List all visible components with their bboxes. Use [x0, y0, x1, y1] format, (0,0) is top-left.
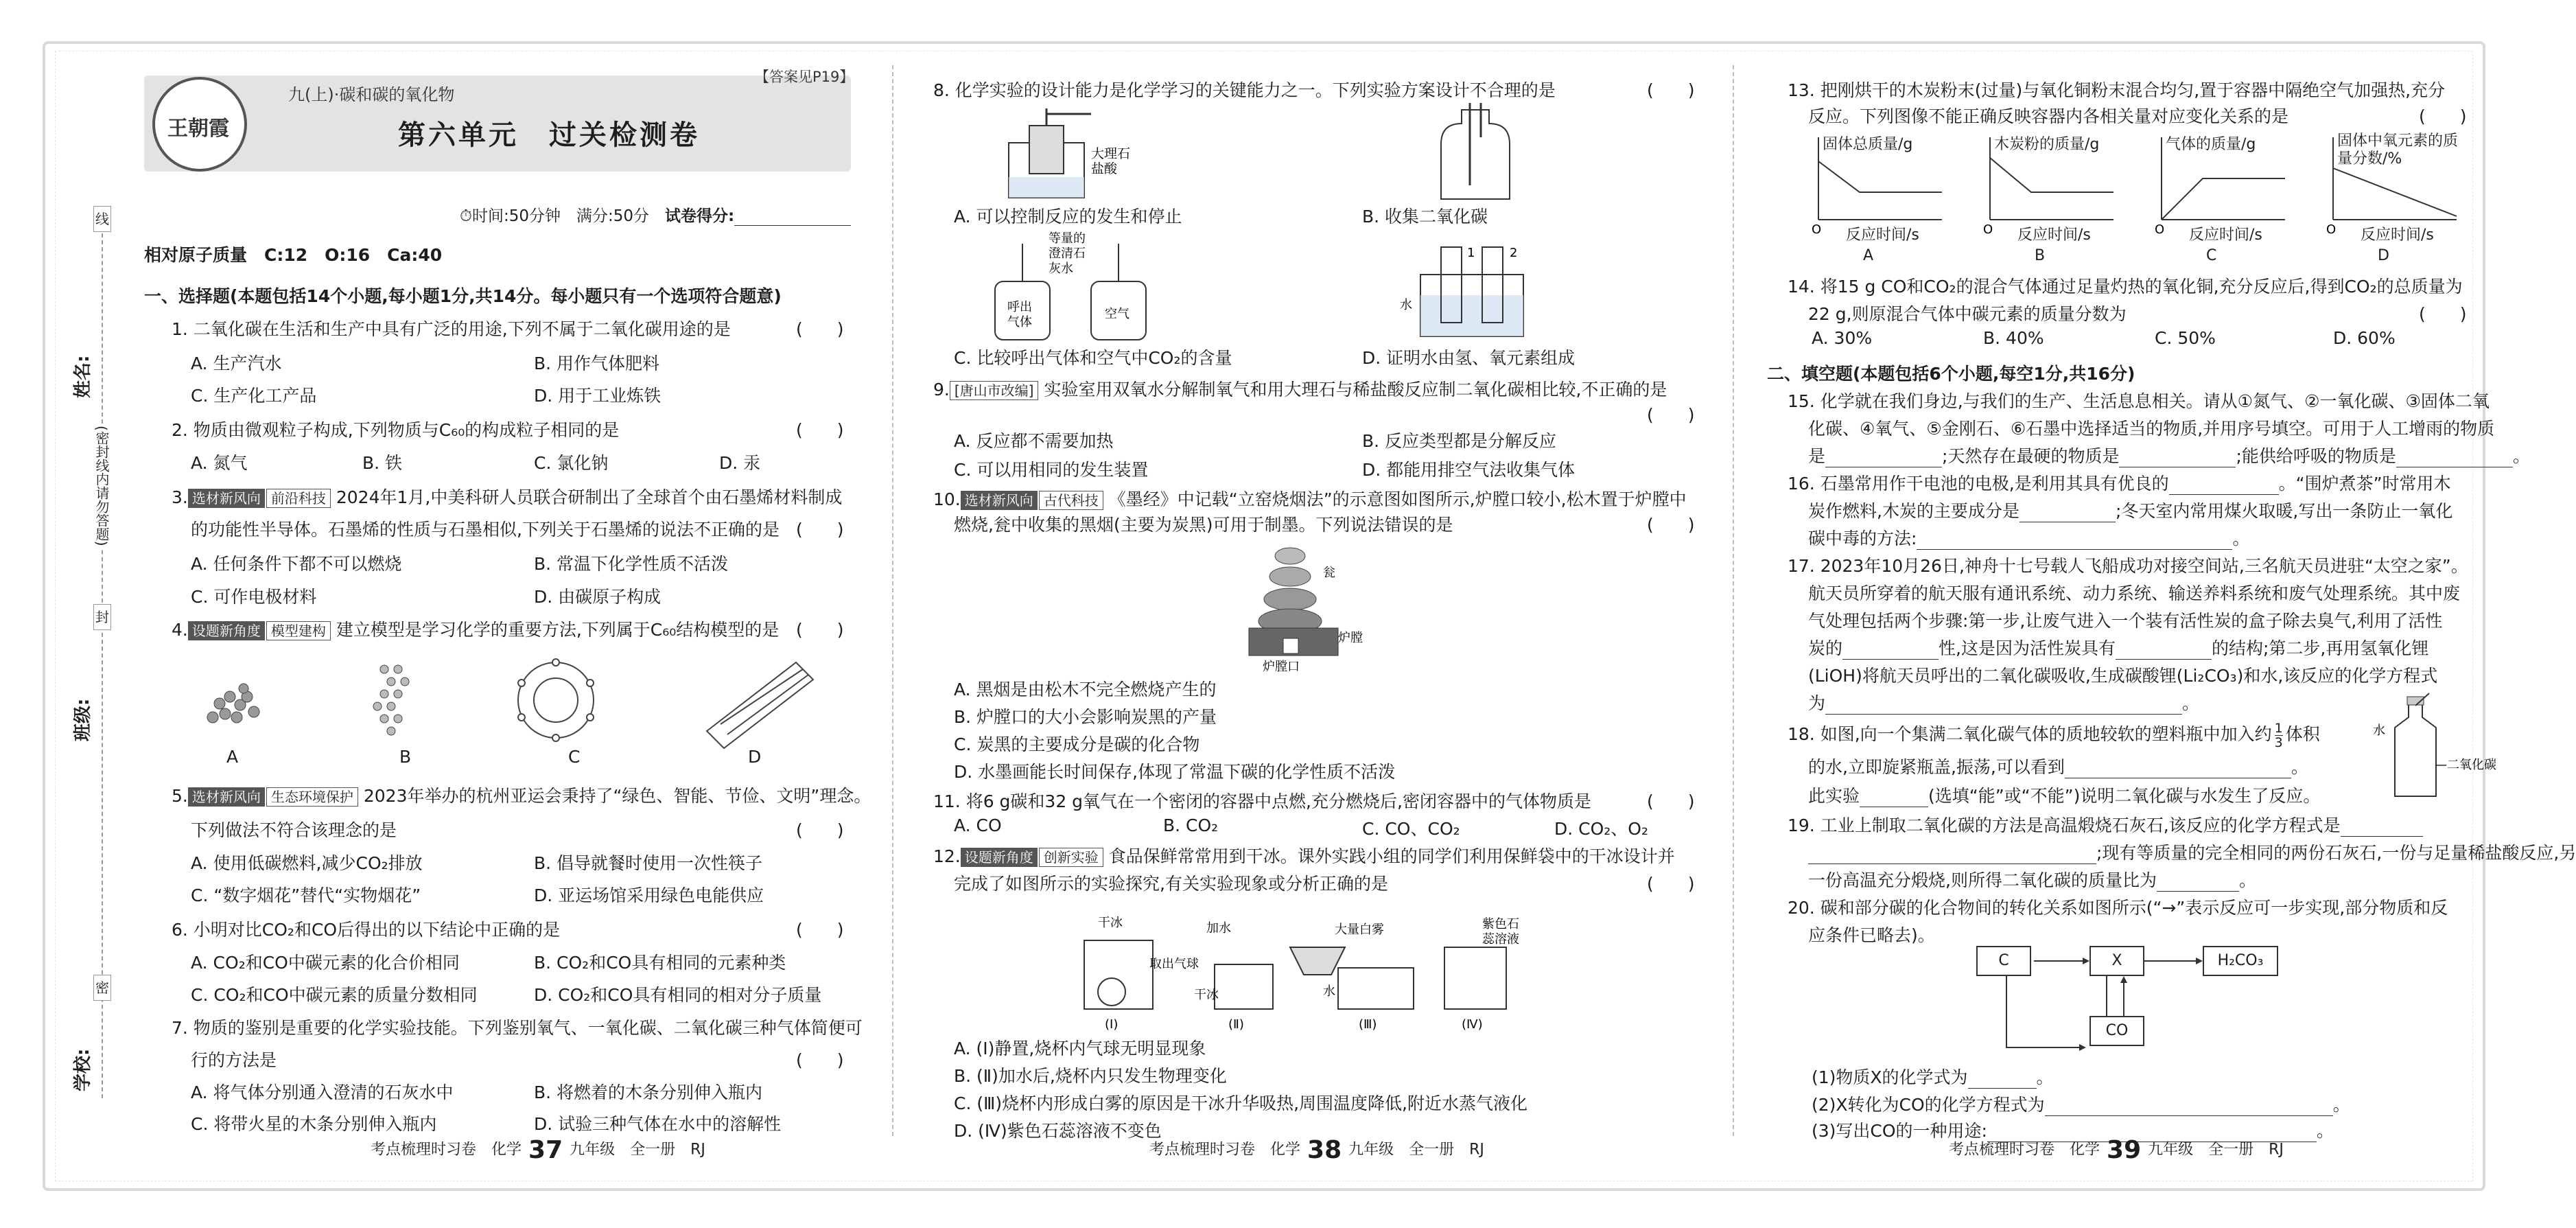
q6-option-d: D. CO₂和CO具有相同的相对分子质量	[534, 985, 822, 1005]
logo-text: 王朝霞	[167, 117, 229, 141]
q16-text: 碳中毒的方法:	[1808, 529, 1917, 548]
score-field[interactable]	[734, 211, 851, 226]
q16-line1	[1788, 470, 2451, 495]
q15-blank-2[interactable]	[2119, 450, 2236, 467]
q17-line3: 气处理包括两个步骤:第一步,让废气进入一个装有活性炭的盒子除去臭气,利用了活性	[1808, 611, 2443, 631]
q10-kiln-figure	[1235, 539, 1372, 673]
q1-option-a: A. 生产汽水	[191, 354, 282, 373]
q8-figure-a	[988, 108, 1153, 205]
section-fill: 二、填空题(本题包括6个小题,每空1分,共16分)	[1767, 364, 2135, 384]
q12-label-iii: (Ⅲ)	[1359, 1017, 1377, 1032]
q5-stem-line2: 下列做法不符合该理念的是	[191, 820, 397, 840]
q18-text: (选填“能”或“不能”)说明二氧化碳与水发生了反应。	[1928, 786, 2321, 806]
q10-tag: 选材新风向	[961, 491, 1038, 510]
q8-option-d: D. 证明水由氢、氧元素组成	[1362, 348, 1576, 368]
q20-text: 。	[2332, 1095, 2350, 1115]
q15-text: 。	[2512, 446, 2530, 466]
q3-answer-paren[interactable]: ( )	[796, 520, 844, 540]
q14-option-c: C. 50%	[2155, 328, 2216, 348]
q10-option-a: A. 黑烟是由松木不完全燃烧产生的	[954, 680, 1217, 699]
q13-d-xlabel: 反应时间/s	[2361, 227, 2434, 244]
q19-text: 一份高温充分煅烧,则所得二氧化碳的质量比为	[1808, 870, 2157, 890]
q4-tag-topic: 模型建构	[266, 621, 331, 640]
q12-option-b: B. (Ⅱ)加水后,烧杯内只发生物理变化	[954, 1066, 1227, 1086]
q7-stem-line1: 7. 物质的鉴别是重要的化学实验技能。下列鉴别氧气、一氧化碳、二氧化碳三种气体简便可	[172, 1018, 863, 1038]
q17-text: 。	[2182, 693, 2200, 713]
q12-label-fog: 大量白雾	[1335, 923, 1384, 937]
q3-option-a: A. 任何条件下都不可以燃烧	[191, 554, 402, 574]
q20-text: 。	[2036, 1067, 2054, 1087]
q13-label-c: C	[2206, 247, 2217, 264]
footer-grade: 九年级 全一册 RJ	[2148, 1141, 2284, 1159]
q11-answer-paren[interactable]: ( )	[1647, 791, 1695, 811]
q18-text: 的水,立即旋紧瓶盖,振荡,可以看到	[1808, 757, 2065, 777]
q3-stem-line2: 的功能性半导体。石墨烯的性质与石墨相似,下列关于石墨烯的说法不正确的是	[191, 520, 780, 540]
q12-option-a: A. (Ⅰ)静置,烧杯内气球无明显现象	[954, 1039, 1206, 1058]
q2-option-a: A. 氮气	[191, 453, 248, 473]
q15-blank-3[interactable]	[2396, 450, 2513, 467]
q16-text: 。	[2232, 529, 2250, 548]
q8-answer-paren[interactable]: ( )	[1647, 80, 1695, 100]
q18-text: 此实验	[1808, 786, 1860, 806]
q17-text: 为	[1808, 693, 1826, 713]
q13-stem-line2: 反应。下列图像不能正确反映容器内各相关量对应变化关系的是	[1808, 106, 2289, 126]
q12-option-d: D. (Ⅳ)紫色石蕊溶液不变色	[954, 1121, 1162, 1141]
q7-option-c: C. 将带火星的木条分别伸入瓶内	[191, 1114, 437, 1134]
footer-book: 考点梳理时习卷 化学	[371, 1141, 522, 1159]
q5-tag-topic: 生态环境保护	[266, 787, 358, 807]
q1-option-d: D. 用于工业炼铁	[534, 386, 661, 406]
q12-stem-line1	[933, 843, 1675, 868]
q10-stem-line2: 燃烧,瓮中收集的黑烟(主要为炭黑)可用于制墨。下列说法错误的是	[954, 515, 1453, 535]
footer-grade: 九年级 全一册 RJ	[1348, 1141, 1484, 1159]
q15-text: ;能供给呼吸的物质是	[2236, 446, 2396, 466]
q20-text: (2)X转化为CO的化学方程式为	[1812, 1095, 2045, 1115]
q7-option-d: D. 试验三种气体在水中的溶解性	[534, 1114, 782, 1134]
node-c: C	[1976, 946, 2031, 976]
q12-stem-text: 食品保鲜常常用到干冰。课外实践小组的同学们利用保鲜袋中的干冰设计并	[1108, 846, 1675, 866]
q13-origin-b: O	[1983, 222, 1993, 237]
q2-answer-paren[interactable]: ( )	[796, 420, 844, 440]
q19-blank-2[interactable]	[2157, 874, 2239, 892]
q10-stem-text: 《墨经》中记载“立窑烧烟法”的示意图如图所示,炉膛口较小,松木置于炉膛中	[1108, 489, 1687, 509]
q13-label-a: A	[1863, 247, 1874, 264]
q4-stem	[172, 616, 779, 641]
q8d-label-water: 水	[1400, 298, 1412, 312]
q15-line1: 15. 化学就在我们身边,与我们的生产、生活息息相关。请从①氮气、②一氧化碳、③固体二氧	[1788, 391, 2490, 411]
q17-blank-2[interactable]	[2116, 642, 2212, 660]
q3-tag-topic: 前沿科技	[266, 489, 331, 508]
q3-stem-text: 2024年1月,中美科研人员联合研制出了全球首个由石墨烯材料制成	[336, 487, 843, 507]
q12-number: 12.	[933, 846, 961, 866]
q17-line1: 17. 2023年10月26日,神舟十七号载人飞船成功对接空间站,三名航天员进驻“太空之家”。	[1788, 556, 2468, 576]
seal-line	[102, 206, 103, 1098]
page-footer-37	[371, 1136, 705, 1164]
q5-tag: 选材新风向	[188, 787, 265, 807]
q8c-label-5: 气体	[1007, 315, 1032, 329]
time-score: ⏱时间:50分钟 满分:50分	[460, 207, 649, 225]
q8-stem: 8. 化学实验的设计能力是化学学习的关键能力之一。下列实验方案设计不合理的是	[933, 80, 1556, 100]
q19-text: 。	[2238, 870, 2256, 890]
q10-label-furnace: 炉膛	[1338, 631, 1363, 645]
q1-option-c: C. 生产化工产品	[191, 386, 317, 406]
q8c-label-4: 呼出	[1007, 300, 1032, 314]
column-divider	[892, 65, 893, 1136]
q19-text: 19. 工业上制取二氧化碳的方法是高温煅烧石灰石,该反应的化学方程式是	[1788, 815, 2341, 835]
q8c-label-6: 空气	[1105, 307, 1129, 321]
q15-text: 是	[1808, 446, 1826, 466]
q2-stem: 2. 物质由微观粒子构成,下列物质与C₆₀的构成粒子相同的是	[172, 420, 620, 440]
q18-bottle-figure	[2367, 693, 2496, 807]
q5-number: 5.	[172, 786, 188, 806]
q11-option-c: C. CO、CO₂	[1362, 819, 1460, 839]
q13-a-ylabel: 固体总质量/g	[1823, 136, 1913, 153]
exam-meta	[460, 203, 851, 226]
q20-sub1	[1812, 1064, 2054, 1089]
q9-option-a: A. 反应都不需要加热	[954, 431, 1114, 451]
q12-tag-topic: 创新实验	[1039, 848, 1103, 867]
answer-reference: 【答案见P19】	[755, 69, 854, 85]
brand-logo	[152, 77, 247, 172]
q3-number: 3.	[172, 487, 188, 507]
page-number: 37	[528, 1136, 563, 1164]
q2-option-d: D. 汞	[719, 453, 761, 473]
q5-option-c: C. “数字烟花”替代“实物烟花”	[191, 885, 421, 905]
q2-option-b: B. 铁	[362, 453, 403, 473]
q8a-label-marble: 大理石	[1091, 146, 1131, 161]
molecule-b-figure	[373, 665, 409, 735]
q13-answer-paren[interactable]: ( )	[2419, 106, 2467, 126]
q6-option-a: A. CO₂和CO中碳元素的化合价相同	[191, 953, 460, 973]
page-footer-39	[1949, 1136, 2284, 1164]
q13-origin-d: O	[2326, 222, 2337, 237]
q18-blank-1[interactable]	[2065, 761, 2291, 778]
q9-answer-paren[interactable]: ( )	[1647, 405, 1695, 425]
seal-sidebar	[60, 206, 122, 1098]
q3-stem-line1	[172, 484, 842, 509]
q7-option-a: A. 将气体分别通入澄清的石灰水中	[191, 1082, 454, 1102]
q12-tag: 设题新角度	[961, 848, 1038, 867]
q8-figure-d	[1400, 240, 1544, 343]
q9-number: 9.	[933, 380, 950, 399]
q8-figure-b	[1427, 103, 1530, 206]
q5-option-b: B. 倡导就餐时使用一次性筷子	[534, 853, 763, 873]
q14-option-a: A. 30%	[1812, 328, 1873, 348]
q4-answer-paren[interactable]: ( )	[796, 620, 844, 640]
q18-line1	[1788, 721, 2320, 750]
q10-option-d: D. 水墨画能长时间保存,体现了常温下碳的化学性质不活泼	[954, 762, 1396, 782]
q8c-label-2: 澄清石	[1049, 246, 1086, 261]
seal-tag: 密	[93, 975, 111, 1001]
q20-text: (3)写出CO的一种用途:	[1812, 1121, 1987, 1141]
q20-blank-1[interactable]	[1968, 1071, 2037, 1089]
q9-stem	[933, 376, 1667, 401]
q16-text: 。“围炉煮茶”时常用木	[2278, 474, 2451, 494]
q6-option-b: B. CO₂和CO具有相同的元素种类	[534, 953, 786, 973]
q12-label-balloon: 取出气球	[1149, 957, 1199, 971]
q10-label-mouth: 炉膛口	[1263, 660, 1300, 674]
q4-label-d: D	[748, 747, 762, 767]
q8a-label-acid: 盐酸	[1091, 161, 1118, 176]
q5-answer-paren[interactable]: ( )	[796, 820, 844, 840]
atomic-mass: 相对原子质量 C:12 O:16 Ca:40	[144, 245, 443, 265]
q10-option-c: C. 炭黑的主要成分是碳的化合物	[954, 734, 1200, 754]
q8d-label-2: 2	[1510, 246, 1518, 260]
q20-line2: 应条件已略去)。	[1808, 925, 1935, 945]
q12-label-iv: (Ⅳ)	[1462, 1017, 1483, 1032]
q19-text: ;现有等质量的完全相同的两份石灰石,一份与足量稀盐酸反应,另	[2096, 843, 2576, 863]
q3-option-b: B. 常温下化学性质不活泼	[534, 554, 729, 574]
q16-text: ;冬天室内常用煤火取暖,写出一条防止一氧化	[2115, 501, 2453, 521]
q15-line2: 化碳、④氧气、⑤金刚石、⑥石墨中选择适当的物质,并用序号填空。可用于人工增雨的物质	[1808, 419, 2495, 439]
q16-line2	[1808, 498, 2452, 522]
q18-blank-2[interactable]	[1860, 789, 1928, 807]
q17-text: 性,这是因为活性炭具有	[1939, 638, 2116, 658]
q4-label-b: B	[399, 747, 412, 767]
q17-line4	[1808, 635, 2428, 660]
q10-option-b: B. 炉膛口的大小会影响炭黑的产量	[954, 707, 1217, 727]
q19-blank-1a[interactable]	[2341, 819, 2423, 837]
q10-stem-line1	[933, 486, 1687, 511]
q14-option-d: D. 60%	[2333, 328, 2396, 348]
section-choice: 一、选择题(本题包括14个小题,每小题1分,共14分。每小题只有一个选项符合题意)	[144, 286, 782, 306]
q19-blank-1b[interactable]	[1808, 846, 2096, 864]
q17-text: 炭的	[1808, 638, 1843, 658]
q8-option-b: B. 收集二氧化碳	[1362, 207, 1488, 227]
q17-blank-3[interactable]	[1825, 697, 2182, 715]
q5-option-d: D. 亚运场馆采用绿色电能供应	[534, 885, 764, 905]
q13-c-ylabel: 气体的质量/g	[2166, 136, 2256, 153]
q14-answer-paren[interactable]: ( )	[2419, 304, 2467, 324]
column-divider	[1733, 65, 1734, 1136]
q10-tag-topic: 古代科技	[1039, 491, 1103, 510]
q12-label-litmus1: 紫色石	[1482, 917, 1519, 931]
q14-stem-line2: 22 g,则原混合气体中碳元素的质量分数为	[1808, 304, 2127, 324]
q15-text: ;天然存在最硬的物质是	[1942, 446, 2120, 466]
q20-sub2	[1812, 1091, 2350, 1116]
page-title: 第六单元 过关检测卷	[398, 119, 700, 151]
q19-line3	[1808, 867, 2256, 892]
q13-a-xlabel: 反应时间/s	[1846, 227, 1919, 244]
q13-c-xlabel: 反应时间/s	[2189, 227, 2262, 244]
q13-label-b: B	[2035, 247, 2046, 264]
q18-label-co2: —二氧化碳	[2435, 758, 2496, 772]
q3-option-c: C. 可作电极材料	[191, 587, 317, 607]
q9-option-c: C. 可以用相同的发生装置	[954, 460, 1149, 480]
q15-blank-1[interactable]	[1825, 450, 1942, 467]
q8c-label-3: 灰水	[1049, 262, 1073, 276]
q7-stem-line2: 行的方法是	[191, 1050, 277, 1070]
q5-stem-text: 2023年举办的杭州亚运会秉持了“绿色、智能、节俭、文明”理念。	[363, 786, 871, 806]
q12-label-dryice: 干冰	[1098, 916, 1123, 930]
q11-option-b: B. CO₂	[1163, 815, 1219, 835]
q2-option-c: C. 氯化钠	[534, 453, 609, 473]
q3-tag: 选材新风向	[188, 489, 265, 508]
q12-label-i: (Ⅰ)	[1105, 1017, 1119, 1032]
molecule-c-figure	[518, 659, 594, 741]
q12-label-addwater: 加水	[1206, 921, 1231, 936]
q12-experiment-figure	[1070, 899, 1537, 1033]
q19-line1	[1788, 812, 2423, 837]
q17-text: 的结构;第二步,再用氢氧化锂	[2211, 638, 2429, 658]
footer-grade: 九年级 全一册 RJ	[570, 1141, 705, 1159]
q16-blank-3[interactable]	[1917, 532, 2232, 550]
q10-answer-paren[interactable]: ( )	[1647, 515, 1695, 535]
q13-b-ylabel: 木炭粉的质量/g	[1994, 136, 2100, 153]
q18-text: 18. 如图,向一个集满二氧化碳气体的质地较软的塑料瓶中加入约	[1788, 724, 2272, 744]
score-label: 试卷得分:	[664, 207, 735, 225]
q13-label-d: D	[2378, 247, 2389, 264]
q7-answer-paren[interactable]: ( )	[796, 1050, 844, 1070]
q12-option-c: C. (Ⅲ)烧杯内形成白雾的原因是干冰升华吸热,周围温度降低,附近水蒸气液化	[954, 1093, 1527, 1113]
q12-label-litmus2: 蕊溶液	[1482, 932, 1519, 947]
footer-book: 考点梳理时习卷 化学	[1949, 1141, 2100, 1159]
q19-line2	[1808, 839, 2576, 864]
q6-answer-paren[interactable]: ( )	[796, 920, 844, 940]
q6-option-c: C. CO₂和CO中碳元素的质量分数相同	[191, 985, 478, 1005]
q10-number: 10.	[933, 489, 961, 509]
seal-tag: 线	[93, 206, 111, 232]
q1-option-b: B. 用作气体肥料	[534, 354, 660, 373]
q18-text: 体积	[2285, 724, 2320, 744]
q5-option-a: A. 使用低碳燃料,减少CO₂排放	[191, 853, 423, 873]
q8d-label-1: 1	[1467, 246, 1475, 260]
node-co: CO	[2089, 1016, 2144, 1046]
q13-origin-a: O	[1812, 222, 1822, 237]
page-number: 38	[1307, 1136, 1342, 1164]
q17-blank-1[interactable]	[1842, 642, 1939, 660]
q16-text: 16. 石墨常用作干电池的电极,是利用其具有优良的	[1788, 474, 2169, 494]
name-label: 姓名:	[73, 355, 93, 398]
q9-option-b: B. 反应类型都是分解反应	[1362, 431, 1557, 451]
q20-blank-2[interactable]	[2045, 1098, 2333, 1116]
q8-option-a: A. 可以控制反应的发生和停止	[954, 207, 1182, 227]
page-footer-38	[1149, 1136, 1484, 1164]
node-h2co3: H₂CO₃	[2203, 946, 2278, 976]
q12-label-water: 水	[1323, 984, 1335, 999]
q12-answer-paren[interactable]: ( )	[1647, 874, 1695, 894]
q16-text: 炭作燃料,木炭的主要成分是	[1808, 501, 2019, 521]
q20-text: 。	[2316, 1121, 2334, 1141]
q14-stem-line1: 14. 将15 g CO和CO₂的混合气体通过足量灼热的氧化铜,充分反应后,得到CO₂的总质量为	[1788, 277, 2463, 297]
q18-frac-den: 3	[2274, 734, 2283, 750]
q11-option-d: D. CO₂、O₂	[1554, 819, 1648, 839]
q16-blank-2[interactable]	[2019, 505, 2116, 522]
q10-label-urn: 瓮	[1323, 566, 1335, 580]
q8-option-c: C. 比较呼出气体和空气中CO₂的含量	[954, 348, 1232, 368]
q8-figure-c	[981, 230, 1160, 343]
molecule-a-figure	[207, 684, 259, 723]
q12-stem-line2: 完成了如图所示的实验探究,有关实验现象或分析正确的是	[954, 874, 1388, 894]
seal-note	[91, 426, 112, 550]
seal-tag: 封	[93, 604, 111, 630]
q4-tag: 设题新角度	[188, 621, 265, 640]
q9-source: [唐山市改编]	[950, 381, 1039, 400]
q4-number: 4.	[172, 620, 188, 640]
q9-stem-text: 实验室用双氧水分解制氧气和用大理石与稀盐酸反应制二氧化碳相比较,不正确的是	[1044, 380, 1667, 399]
q18-frac-num: 1	[2274, 720, 2283, 736]
page-number: 39	[2107, 1136, 2142, 1164]
q5-stem-line1	[172, 783, 871, 807]
q11-option-a: A. CO	[954, 815, 1002, 835]
q16-blank-1[interactable]	[2169, 477, 2279, 495]
q4-stem-text: 建立模型是学习化学的重要方法,下列属于C₆₀结构模型的是	[336, 620, 780, 640]
q14-option-b: B. 40%	[1983, 328, 2044, 348]
q6-stem: 6. 小明对比CO₂和CO后得出的以下结论中正确的是	[172, 920, 561, 940]
q4-label-c: C	[568, 747, 581, 767]
q9-option-d: D. 都能用排空气法收集气体	[1362, 460, 1576, 480]
node-x: X	[2089, 946, 2144, 976]
seal-note-text: (密封线内请勿答题)	[93, 426, 110, 546]
q4-molecule-figures	[178, 649, 837, 752]
q12-label-ii: (Ⅱ)	[1228, 1017, 1244, 1032]
q17-line6	[1808, 690, 2199, 715]
q18-text: 。	[2291, 757, 2308, 777]
q1-answer-paren[interactable]: ( )	[796, 319, 844, 339]
q13-b-xlabel: 反应时间/s	[2017, 227, 2091, 244]
q1-stem: 1. 二氧化碳在生活和生产中具有广泛的用途,下列不属于二氧化碳用途的是	[172, 319, 731, 339]
footer-book: 考点梳理时习卷 化学	[1149, 1141, 1301, 1159]
q18-fraction	[2275, 721, 2283, 750]
q17-line2: 航天员所穿着的航天服有通讯系统、动力系统、输送养料系统和废气处理系统。其中废	[1808, 583, 2461, 603]
q20-line1: 20. 碳和部分碳的化合物间的转化关系如图所示(“→”表示反应可一步实现,部分物质和反	[1788, 898, 2448, 918]
q12-label-dryice2: 干冰	[1194, 988, 1219, 1002]
q13-origin-c: O	[2155, 222, 2165, 237]
q17-line5: (LiOH)将航天员呼出的二氧化碳吸收,生成碳酸锂(Li₂CO₃)和水,该反应的化学方程式	[1808, 666, 2438, 686]
class-label: 班级:	[73, 698, 93, 741]
q11-stem: 11. 将6 g碳和32 g氧气在一个密闭的容器中点燃,充分燃烧后,密闭容器中的气体物质是	[933, 791, 1591, 811]
q13-d-ylabel: 固体中氧元素的质量分数/%	[2337, 132, 2459, 167]
molecule-d-figure	[707, 662, 813, 748]
q15-line3	[1808, 443, 2530, 467]
q13-stem-line1: 13. 把刚烘干的木炭粉末(过量)与氧化铜粉末混合均匀,置于容器中隔绝空气加强热,充分	[1788, 80, 2446, 100]
q4-label-a: A	[226, 747, 239, 767]
q8c-label-1: 等量的	[1049, 231, 1086, 246]
q18-line2	[1808, 754, 2308, 778]
q18-line3	[1808, 783, 2320, 807]
q20-text: (1)物质X的化学式为	[1812, 1067, 1968, 1087]
q7-option-b: B. 将燃着的木条分别伸入瓶内	[534, 1082, 763, 1102]
q16-line3	[1808, 525, 2249, 550]
school-label: 学校:	[73, 1048, 93, 1091]
subject-line: 九(上)·碳和碳的氧化物	[288, 85, 455, 104]
q3-option-d: D. 由碳原子构成	[534, 587, 661, 607]
q18-label-water: 水	[2373, 723, 2385, 738]
